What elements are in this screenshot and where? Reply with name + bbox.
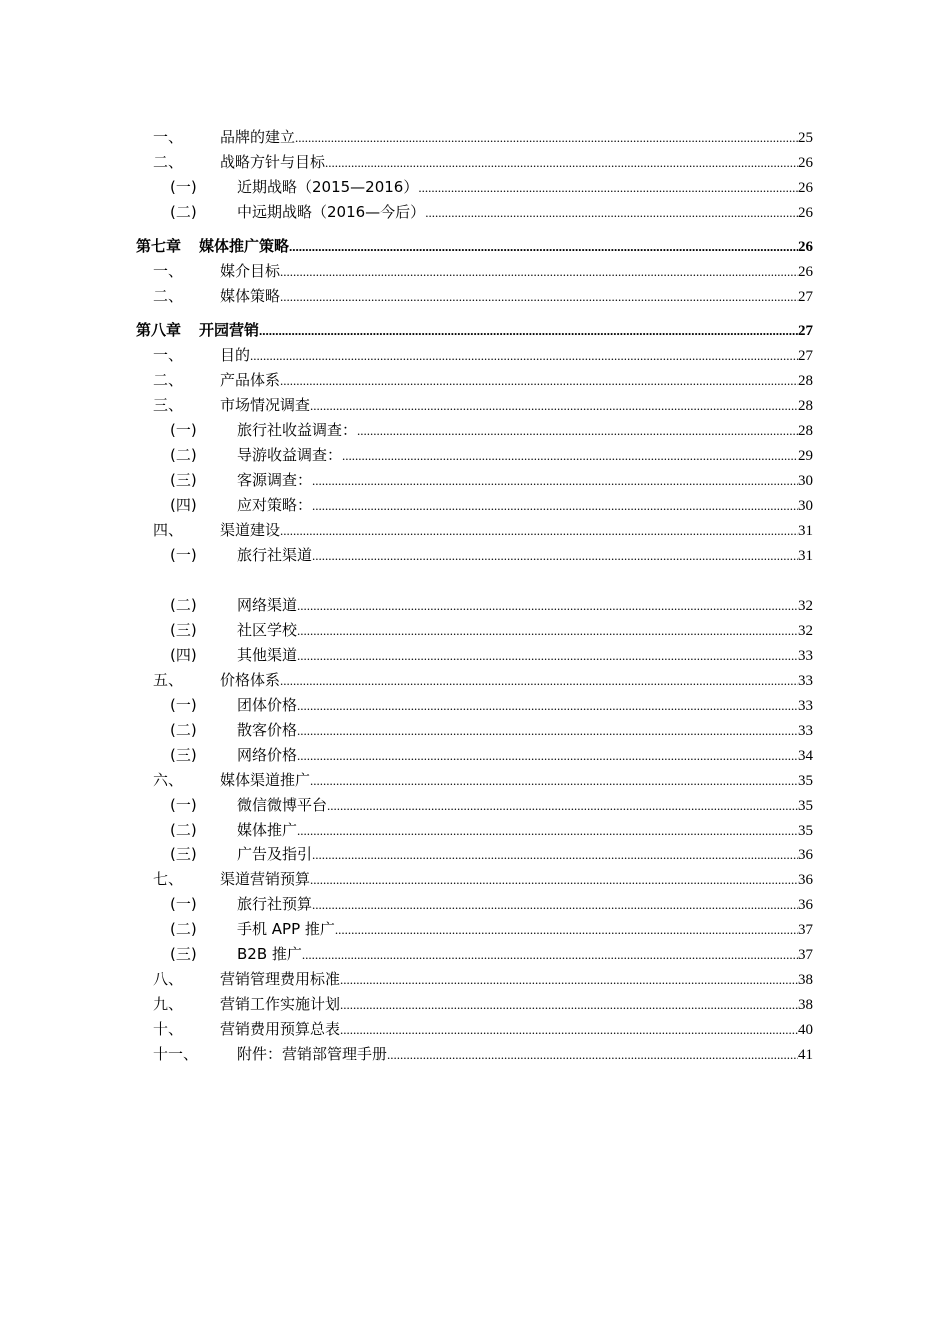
toc-dot-leader xyxy=(310,395,798,417)
toc-entry-title: 应对策略： xyxy=(237,496,313,514)
toc-entry-number: 五、 xyxy=(153,671,184,689)
toc-dot-leader xyxy=(297,745,798,767)
toc-page-number: 27 xyxy=(798,323,813,339)
toc-entry-title: 价格体系 xyxy=(220,671,281,689)
toc-page-number: 35 xyxy=(798,823,813,839)
toc-page-number: 31 xyxy=(798,548,813,564)
toc-entry-link[interactable] xyxy=(237,819,813,842)
toc-dot-leader xyxy=(297,595,798,617)
toc-chapter-title: 媒体推广策略 xyxy=(199,237,290,255)
toc-entry-title: 社区学校 xyxy=(237,621,298,639)
toc-dot-leader xyxy=(297,645,798,667)
toc-entry-title: B2B 推广 xyxy=(237,945,302,963)
toc-entry-number: 二、 xyxy=(153,371,184,389)
toc-entry[interactable] xyxy=(0,494,950,516)
toc-entry-link[interactable] xyxy=(220,394,813,417)
toc-dot-leader xyxy=(340,1019,798,1041)
toc-entry[interactable] xyxy=(0,126,950,148)
toc-page-number: 34 xyxy=(798,748,813,764)
toc-entry[interactable] xyxy=(0,519,950,541)
toc-page-number: 36 xyxy=(798,847,813,863)
toc-dot-leader xyxy=(289,236,798,258)
toc-dot-leader xyxy=(312,894,798,916)
toc-dot-leader xyxy=(259,320,798,342)
toc-dot-leader xyxy=(280,261,798,283)
toc-entry-link[interactable] xyxy=(220,868,813,891)
toc-page-number: 26 xyxy=(798,264,813,280)
toc-entry-title: 媒体渠道推广 xyxy=(220,771,311,789)
toc-entry-number: 四、 xyxy=(153,521,184,539)
toc-dot-leader xyxy=(340,969,798,991)
toc-entry-title: 渠道营销预算 xyxy=(220,870,311,888)
toc-entry-title: 渠道建设 xyxy=(220,521,281,539)
toc-dot-leader xyxy=(297,820,798,842)
toc-entry-link[interactable] xyxy=(237,469,813,492)
toc-entry-title: 旅行社渠道 xyxy=(237,546,313,564)
toc-entry-link[interactable] xyxy=(220,993,813,1016)
toc-entry[interactable] xyxy=(0,444,950,466)
toc-page-number: 36 xyxy=(798,897,813,913)
toc-entry-link[interactable] xyxy=(237,176,813,199)
toc-entry-number: 九、 xyxy=(153,995,184,1013)
toc-page-number: 26 xyxy=(798,239,813,255)
toc-page-number: 32 xyxy=(798,598,813,614)
toc-entry-number: 八、 xyxy=(153,970,184,988)
toc-dot-leader xyxy=(325,152,798,174)
toc-entry-number: (一) xyxy=(170,796,197,814)
toc-entry[interactable] xyxy=(0,794,950,816)
toc-entry-title: 战略方针与目标 xyxy=(220,153,326,171)
toc-dot-leader xyxy=(302,944,798,966)
toc-entry-number: 一、 xyxy=(153,128,184,146)
toc-entry-number: 六、 xyxy=(153,771,184,789)
toc-entry-link[interactable] xyxy=(220,126,813,149)
toc-entry-title: 导游收益调查： xyxy=(237,446,343,464)
toc-entry-title: 市场情况调查 xyxy=(220,396,311,414)
toc-dot-leader xyxy=(312,495,798,517)
toc-entry-link[interactable] xyxy=(220,1018,813,1041)
toc-entry-link[interactable] xyxy=(237,794,813,817)
toc-entry-title: 客源调查： xyxy=(237,471,313,489)
toc-entry-link[interactable] xyxy=(220,151,813,174)
toc-dot-leader xyxy=(310,770,798,792)
toc-entry[interactable] xyxy=(0,201,950,223)
toc-entry-title: 目的 xyxy=(220,346,251,364)
toc-entry[interactable] xyxy=(0,744,950,766)
toc-entry[interactable] xyxy=(0,893,950,915)
toc-chapter-title: 开园营销 xyxy=(199,321,260,339)
toc-dot-leader xyxy=(297,720,798,742)
toc-entry[interactable] xyxy=(0,694,950,716)
toc-entry-title: 品牌的建立 xyxy=(220,128,296,146)
toc-page-number: 26 xyxy=(798,205,813,221)
toc-entry-number: 二、 xyxy=(153,153,184,171)
toc-page-number: 28 xyxy=(798,423,813,439)
toc-entry-link[interactable] xyxy=(237,1043,813,1066)
toc-entry-number: (二) xyxy=(170,596,197,614)
toc-entry[interactable] xyxy=(0,594,950,616)
toc-entry-link[interactable] xyxy=(237,644,813,667)
toc-entry[interactable] xyxy=(0,394,950,416)
toc-entry-title: 手机 APP 推广 xyxy=(237,920,335,938)
toc-dot-leader xyxy=(280,370,798,392)
toc-dot-leader xyxy=(327,795,798,817)
toc-dot-leader xyxy=(250,345,798,367)
toc-entry-number: 十一、 xyxy=(153,1045,199,1063)
toc-entry-number: (一) xyxy=(170,895,197,913)
toc-entry-title: 产品体系 xyxy=(220,371,281,389)
toc-dot-leader xyxy=(312,545,798,567)
toc-entry-title: 散客价格 xyxy=(237,721,298,739)
toc-entry-number: (一) xyxy=(170,546,197,564)
toc-entry-number: (三) xyxy=(170,471,197,489)
toc-dot-leader xyxy=(387,1044,798,1066)
toc-entry[interactable] xyxy=(0,369,950,391)
toc-page-number: 25 xyxy=(798,130,813,146)
toc-entry[interactable] xyxy=(0,719,950,741)
toc-entry-number: (三) xyxy=(170,945,197,963)
toc-entry-title: 广告及指引 xyxy=(237,845,313,863)
toc-page-number: 26 xyxy=(798,180,813,196)
toc-entry-title: 网络价格 xyxy=(237,746,298,764)
toc-entry-link[interactable] xyxy=(237,719,813,742)
toc-dot-leader xyxy=(297,695,798,717)
toc-entry-title: 营销管理费用标准 xyxy=(220,970,341,988)
toc-entry-link[interactable] xyxy=(220,968,813,991)
toc-entry-number: (一) xyxy=(170,696,197,714)
toc-dot-leader xyxy=(342,445,798,467)
toc-entry[interactable] xyxy=(0,151,950,173)
toc-entry[interactable] xyxy=(0,176,950,198)
toc-page-number: 27 xyxy=(798,348,813,364)
toc-entry[interactable] xyxy=(0,968,950,990)
toc-entry[interactable] xyxy=(0,843,950,865)
toc-entry-number: 二、 xyxy=(153,287,184,305)
toc-entry[interactable] xyxy=(0,419,950,441)
toc-entry-number: (四) xyxy=(170,646,197,664)
toc-entry-title: 营销费用预算总表 xyxy=(220,1020,341,1038)
toc-page-number: 30 xyxy=(798,498,813,514)
toc-entry[interactable] xyxy=(0,644,950,666)
toc-dot-leader xyxy=(312,470,798,492)
toc-entry-number: 一、 xyxy=(153,262,184,280)
toc-dot-leader xyxy=(425,202,798,224)
toc-page-number: 33 xyxy=(798,673,813,689)
toc-entry[interactable] xyxy=(0,868,950,890)
toc-dot-leader xyxy=(280,670,798,692)
toc-entry-link[interactable] xyxy=(237,744,813,767)
toc-entry-number: 十、 xyxy=(153,1020,184,1038)
toc-dot-leader xyxy=(280,286,798,308)
toc-dot-leader xyxy=(280,520,798,542)
toc-page-number: 32 xyxy=(798,623,813,639)
toc-chapter-entry[interactable] xyxy=(0,235,950,257)
toc-entry-link[interactable] xyxy=(199,235,813,258)
toc-entry-number: (二) xyxy=(170,821,197,839)
toc-page-number: 36 xyxy=(798,872,813,888)
toc-entry-link[interactable] xyxy=(220,669,813,692)
toc-entry[interactable] xyxy=(0,344,950,366)
toc-page-number: 37 xyxy=(798,922,813,938)
toc-entry-number: (二) xyxy=(170,920,197,938)
toc-entry-title: 媒体推广 xyxy=(237,821,298,839)
toc-entry-link[interactable] xyxy=(199,319,813,342)
toc-page-number: 31 xyxy=(798,523,813,539)
toc-entry[interactable] xyxy=(0,1018,950,1040)
toc-entry-title: 旅行社预算 xyxy=(237,895,313,913)
toc-dot-leader xyxy=(297,620,798,642)
toc-dot-leader xyxy=(335,919,798,941)
toc-entry-number: (四) xyxy=(170,496,197,514)
toc-page-number: 26 xyxy=(798,155,813,171)
toc-entry[interactable] xyxy=(0,469,950,491)
toc-entry[interactable] xyxy=(0,819,950,841)
toc-entry[interactable] xyxy=(0,260,950,282)
toc-entry-link[interactable] xyxy=(220,769,813,792)
toc-entry[interactable] xyxy=(0,1043,950,1065)
toc-entry-link[interactable] xyxy=(237,918,813,941)
toc-entry-number: (二) xyxy=(170,203,197,221)
toc-page-number: 41 xyxy=(798,1047,813,1063)
toc-entry-link[interactable] xyxy=(237,419,813,442)
toc-page-number: 33 xyxy=(798,698,813,714)
toc-entry-link[interactable] xyxy=(220,369,813,392)
toc-entry-link[interactable] xyxy=(237,843,813,866)
toc-entry-title: 团体价格 xyxy=(237,696,298,714)
toc-entry-number: (三) xyxy=(170,845,197,863)
toc-entry[interactable] xyxy=(0,918,950,940)
toc-page-number: 33 xyxy=(798,648,813,664)
toc-entry[interactable] xyxy=(0,544,950,566)
toc-entry-number: (三) xyxy=(170,621,197,639)
toc-entry[interactable] xyxy=(0,943,950,965)
toc-entry-number: (一) xyxy=(170,178,197,196)
toc-page-number: 30 xyxy=(798,473,813,489)
toc-chapter-number: 第七章 xyxy=(136,237,182,255)
toc-page-number: 35 xyxy=(798,773,813,789)
toc-entry-title: 附件：营销部管理手册 xyxy=(237,1045,388,1063)
toc-entry-number: (三) xyxy=(170,746,197,764)
toc-entry-link[interactable] xyxy=(237,893,813,916)
toc-entry-number: (二) xyxy=(170,446,197,464)
toc-entry[interactable] xyxy=(0,285,950,307)
toc-entry-number: (一) xyxy=(170,421,197,439)
toc-entry-title: 网络渠道 xyxy=(237,596,298,614)
toc-entry-link[interactable] xyxy=(237,544,813,567)
toc-entry-link[interactable] xyxy=(237,494,813,517)
toc-dot-leader xyxy=(312,844,798,866)
toc-entry-number: 七、 xyxy=(153,870,184,888)
toc-page-number: 40 xyxy=(798,1022,813,1038)
toc-entry-link[interactable] xyxy=(220,344,813,367)
toc-entry-title: 其他渠道 xyxy=(237,646,298,664)
toc-page-number: 28 xyxy=(798,398,813,414)
toc-dot-leader xyxy=(340,994,798,1016)
toc-entry-title: 中远期战略（2016—今后） xyxy=(237,203,426,221)
toc-entry[interactable] xyxy=(0,993,950,1015)
toc-dot-leader xyxy=(418,177,798,199)
toc-entry-link[interactable] xyxy=(237,444,813,467)
toc-entry-title: 营销工作实施计划 xyxy=(220,995,341,1013)
toc-entry-number: 一、 xyxy=(153,346,184,364)
toc-entry-title: 媒介目标 xyxy=(220,262,281,280)
toc-entry-title: 近期战略（2015—2016） xyxy=(237,178,419,196)
toc-entry-title: 旅行社收益调查： xyxy=(237,421,358,439)
toc-dot-leader xyxy=(357,420,798,442)
toc-entry-number: (二) xyxy=(170,721,197,739)
toc-entry-title: 媒体策略 xyxy=(220,287,281,305)
toc-entry-link[interactable] xyxy=(237,694,813,717)
toc-dot-leader xyxy=(310,869,798,891)
toc-chapter-entry[interactable] xyxy=(0,319,950,341)
toc-entry-title: 微信微博平台 xyxy=(237,796,328,814)
toc-entry-link[interactable] xyxy=(237,201,813,224)
toc-entry[interactable] xyxy=(0,769,950,791)
toc-entry[interactable] xyxy=(0,669,950,691)
toc-entry-link[interactable] xyxy=(237,943,813,966)
toc-page-number: 29 xyxy=(798,448,813,464)
toc-page-number: 28 xyxy=(798,373,813,389)
toc-entry-link[interactable] xyxy=(237,619,813,642)
toc-entry[interactable] xyxy=(0,619,950,641)
toc-entry-link[interactable] xyxy=(220,519,813,542)
toc-entry-link[interactable] xyxy=(237,594,813,617)
toc-page-number: 38 xyxy=(798,972,813,988)
toc-page-number: 38 xyxy=(798,997,813,1013)
toc-page-number: 27 xyxy=(798,289,813,305)
toc-page-number: 37 xyxy=(798,947,813,963)
toc-chapter-number: 第八章 xyxy=(136,321,182,339)
toc-entry-link[interactable] xyxy=(220,260,813,283)
toc-entry-number: 三、 xyxy=(153,396,184,414)
toc-dot-leader xyxy=(295,127,798,149)
toc-page-number: 35 xyxy=(798,798,813,814)
toc-entry-link[interactable] xyxy=(220,285,813,308)
toc-page-number: 33 xyxy=(798,723,813,739)
